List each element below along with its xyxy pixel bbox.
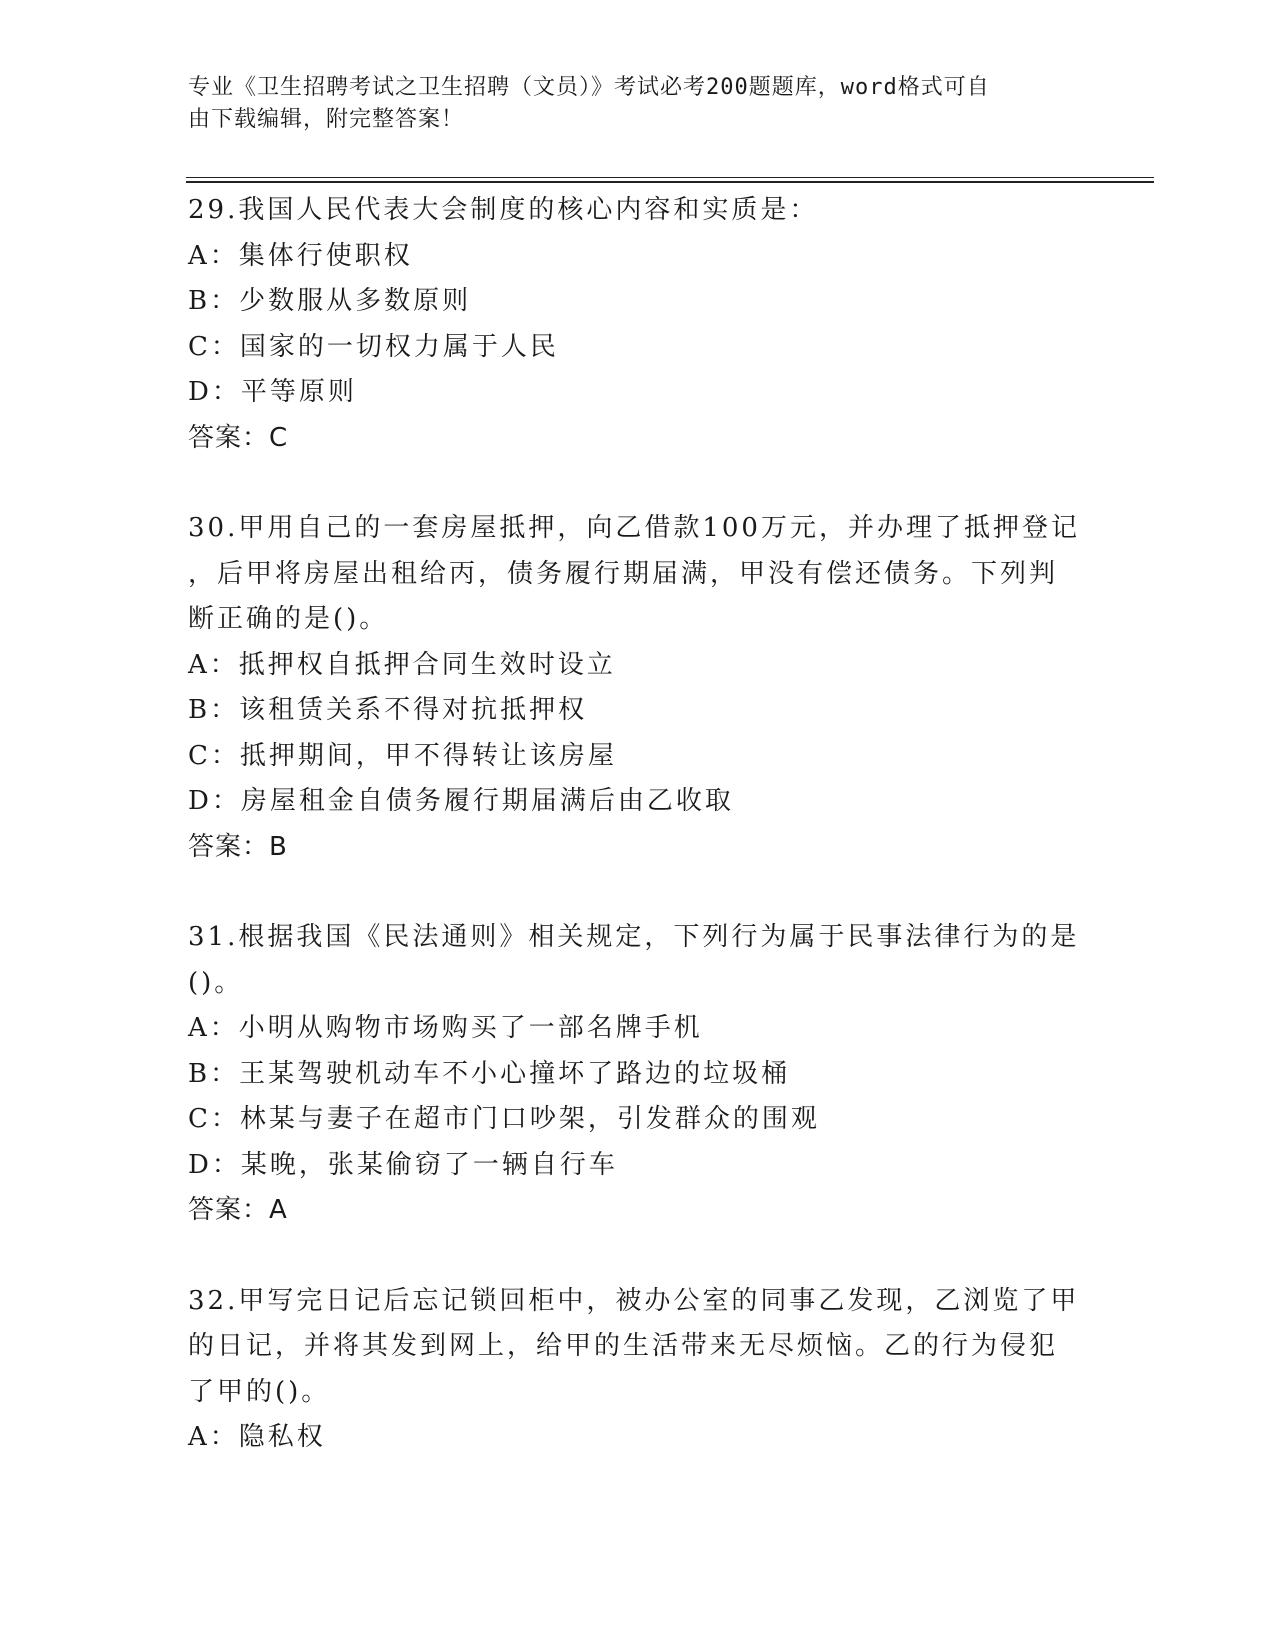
option-c: C：林某与妻子在超市门口吵架，引发群众的围观 <box>188 1104 820 1134</box>
answer: 答案：A <box>188 1195 288 1225</box>
question-text: 了甲的()。 <box>188 1376 331 1407</box>
option-d: D：某晚，张某偷窃了一辆自行车 <box>188 1149 618 1180</box>
header-line-1: 专业《卫生招聘考试之卫生招聘（文员）》考试必考200题题库，word格式可自 <box>188 75 990 100</box>
question-text: 断正确的是()。 <box>188 604 389 634</box>
question-31 <box>188 915 1088 1234</box>
question-text: 30.甲用自己的一套房屋抵押，向乙借款100万元，并办理了抵押登记 <box>188 513 1080 543</box>
answer: 答案：B <box>188 831 288 862</box>
question-29 <box>188 188 1088 461</box>
option-a: A：隐私权 <box>188 1422 326 1452</box>
question-text: ，后甲将房屋出租给丙，债务履行期届满，甲没有偿还债务。下列判 <box>188 558 1059 589</box>
question-text: 32.甲写完日记后忘记锁回柜中，被办公室的同事乙发现，乙浏览了甲 <box>188 1285 1080 1316</box>
question-32 <box>188 1279 1088 1461</box>
question-text: 29.我国人民代表大会制度的核心内容和实质是： <box>188 195 819 225</box>
question-list <box>188 188 1088 1506</box>
option-d: D：房屋租金自债务履行期届满后由乙收取 <box>188 786 734 816</box>
question-text: 31.根据我国《民法通则》相关规定，下列行为属于民事法律行为的是 <box>188 922 1080 952</box>
answer: 答案：C <box>188 422 289 453</box>
option-a: A：集体行使职权 <box>188 240 413 271</box>
option-b: B：该租赁关系不得对抗抵押权 <box>188 695 588 725</box>
option-c: C：抵押期间，甲不得转让该房屋 <box>188 740 617 771</box>
option-a: A：小明从购物市场购买了一部名牌手机 <box>188 1013 703 1043</box>
document-header <box>188 72 1068 136</box>
question-text: 的日记，并将其发到网上，给甲的生活带来无尽烦恼。乙的行为侵犯 <box>188 1331 1059 1361</box>
option-c: C：国家的一切权力属于人民 <box>188 331 559 362</box>
option-d: D：平等原则 <box>188 377 357 407</box>
header-divider <box>186 177 1154 183</box>
option-a: A：抵押权自抵押合同生效时设立 <box>188 649 616 680</box>
header-line-2: 由下载编辑，附完整答案！ <box>188 107 465 132</box>
question-30 <box>188 506 1088 870</box>
option-b: B：少数服从多数原则 <box>188 286 472 316</box>
option-b: B：王某驾驶机动车不小心撞坏了路边的垃圾桶 <box>188 1058 791 1089</box>
question-text: ()。 <box>188 967 244 998</box>
